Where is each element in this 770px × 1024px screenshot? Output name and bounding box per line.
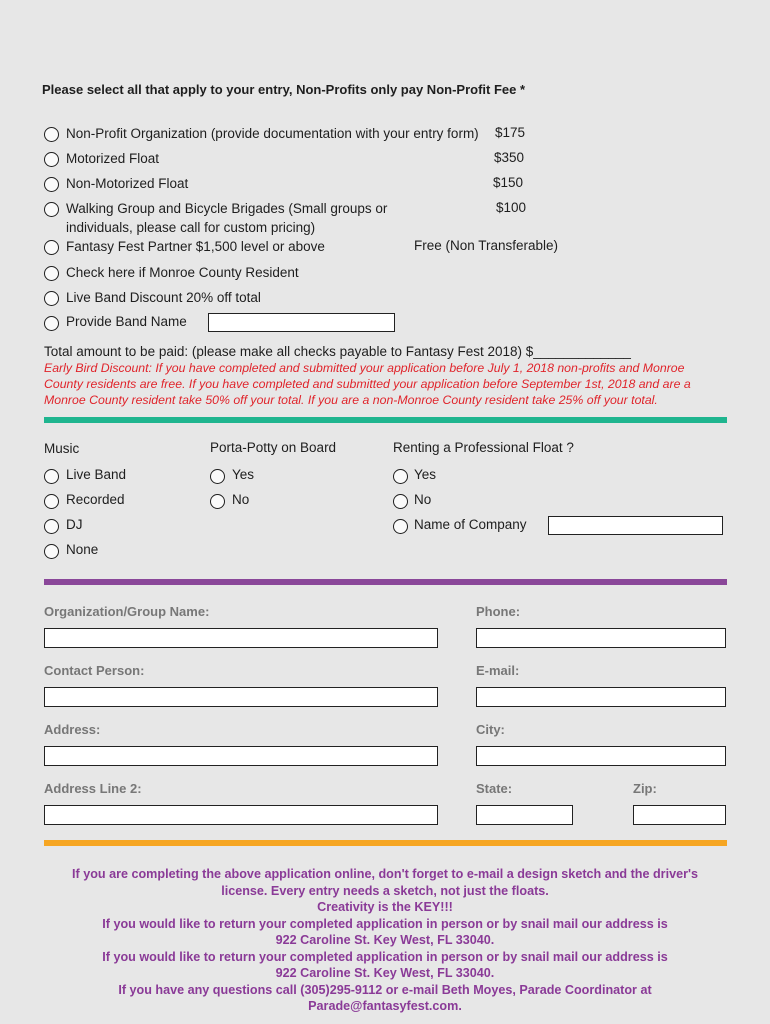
city-input[interactable] xyxy=(476,746,726,766)
porta-potty-no-radio[interactable] xyxy=(210,494,225,509)
walking-group-label-line1: Walking Group and Bicycle Brigades (Small groups or xyxy=(66,201,388,216)
footer-email[interactable]: Parade@fantasyfest.com. xyxy=(308,999,462,1013)
non-motorized-float-radio[interactable] xyxy=(44,177,59,192)
music-dj-label: DJ xyxy=(66,517,83,532)
state-input[interactable] xyxy=(476,805,573,825)
phone-input[interactable] xyxy=(476,628,726,648)
footer-line: If you are completing the above application online, don't forget to e-mail a design sketch and the driver's xyxy=(72,867,698,881)
address-line2-input[interactable] xyxy=(44,805,438,825)
motorized-float-price: $350 xyxy=(494,150,525,165)
entry-heading: Please select all that apply to your entry, Non-Profits only pay Non-Profit Fee * xyxy=(42,82,526,97)
monroe-resident-label: Check here if Monroe County Resident xyxy=(66,265,299,280)
address-label: Address: xyxy=(44,722,101,737)
footer-line: 922 Caroline St. Key West, FL 33040. xyxy=(275,933,495,947)
music-recorded-radio[interactable] xyxy=(44,494,59,509)
footer-instructions xyxy=(40,866,730,1015)
address-line2-label: Address Line 2: xyxy=(44,781,142,796)
porta-potty-yes-radio[interactable] xyxy=(210,469,225,484)
pro-float-no-label: No xyxy=(414,492,432,507)
non-motorized-float-label: Non-Motorized Float xyxy=(66,176,189,191)
contact-person-input[interactable] xyxy=(44,687,438,707)
footer-line: If you would like to return your completed application in person or by snail mail our address is xyxy=(102,949,668,964)
orange-divider xyxy=(44,840,727,846)
fantasy-fest-partner-price: Free (Non Transferable) xyxy=(414,238,559,253)
footer-line: If you would like to return your completed application in person or by snail mail our address is xyxy=(102,916,668,931)
pro-float-company-label: Name of Company xyxy=(414,517,527,532)
pro-float-yes-label: Yes xyxy=(414,467,437,482)
nonprofit-radio[interactable] xyxy=(44,127,59,142)
address-input[interactable] xyxy=(44,746,438,766)
monroe-resident-radio[interactable] xyxy=(44,266,59,281)
nonprofit-label: Non-Profit Organization (provide documentation with your entry form) xyxy=(66,126,479,141)
early-bird-discount: Early Bird Discount: If you have completed and submitted your application before July 1, 2018 non-profits and Monroe County residents are free. If you have completed and submitted your application before September 1st, 2018 and are a Monroe County resident take 50% off your total. If you are a non-Monroe County resident take 25% off your total. xyxy=(44,361,691,407)
zip-label: Zip: xyxy=(633,781,657,796)
walking-group-label-line2: individuals, please call for custom pricing) xyxy=(66,220,316,235)
org-name-label: Organization/Group Name: xyxy=(44,604,210,619)
zip-input[interactable] xyxy=(633,805,726,825)
email-input[interactable] xyxy=(476,687,726,707)
pro-float-yes-radio[interactable] xyxy=(393,469,408,484)
footer-line: If you have any questions call (305)295-9112 or e-mail Beth Moyes, Parade Coordinator at xyxy=(118,982,652,997)
music-recorded-label: Recorded xyxy=(66,492,125,507)
non-motorized-float-price: $150 xyxy=(493,175,524,190)
state-label: State: xyxy=(476,781,513,796)
music-live-band-label: Live Band xyxy=(66,467,127,482)
email-label: E-mail: xyxy=(476,663,520,678)
live-band-discount-radio[interactable] xyxy=(44,291,59,306)
pro-float-no-radio[interactable] xyxy=(393,494,408,509)
band-name-radio[interactable] xyxy=(44,316,59,331)
teal-divider xyxy=(44,417,727,423)
music-none-radio[interactable] xyxy=(44,544,59,559)
contact-person-label: Contact Person: xyxy=(44,663,145,678)
music-live-band-radio[interactable] xyxy=(44,469,59,484)
phone-label: Phone: xyxy=(476,604,521,619)
nonprofit-price: $175 xyxy=(495,125,526,140)
fantasy-fest-partner-radio[interactable] xyxy=(44,240,59,255)
fantasy-fest-partner-label: Fantasy Fest Partner $1,500 level or above xyxy=(66,239,325,254)
motorized-float-label: Motorized Float xyxy=(66,151,160,166)
footer-line: 922 Caroline St. Key West, FL 33040. xyxy=(275,966,495,980)
walking-group-price: $100 xyxy=(496,200,527,215)
porta-potty-no-label: No xyxy=(232,492,250,507)
company-name-input[interactable] xyxy=(548,516,723,535)
walking-group-radio[interactable] xyxy=(44,202,59,217)
porta-potty-yes-label: Yes xyxy=(232,467,255,482)
music-none-label: None xyxy=(66,542,99,557)
band-name-input[interactable] xyxy=(208,313,395,332)
total-amount: Total amount to be paid: (please make all checks payable to Fantasy Fest 2018) $_____________ xyxy=(44,344,631,359)
live-band-discount-label: Live Band Discount 20% off total xyxy=(66,290,261,305)
org-name-input[interactable] xyxy=(44,628,438,648)
music-dj-radio[interactable] xyxy=(44,519,59,534)
pro-float-company-radio[interactable] xyxy=(393,519,408,534)
footer-line: Creativity is the KEY!!! xyxy=(317,900,453,914)
city-label: City: xyxy=(476,722,505,737)
pro-float-heading: Renting a Professional Float ? xyxy=(393,440,574,455)
music-heading: Music xyxy=(44,441,80,456)
motorized-float-radio[interactable] xyxy=(44,152,59,167)
purple-divider xyxy=(44,579,727,585)
porta-potty-heading: Porta-Potty on Board xyxy=(210,440,337,455)
band-name-label: Provide Band Name xyxy=(66,314,187,329)
footer-line: license. Every entry needs a sketch, not just the floats. xyxy=(221,883,549,898)
